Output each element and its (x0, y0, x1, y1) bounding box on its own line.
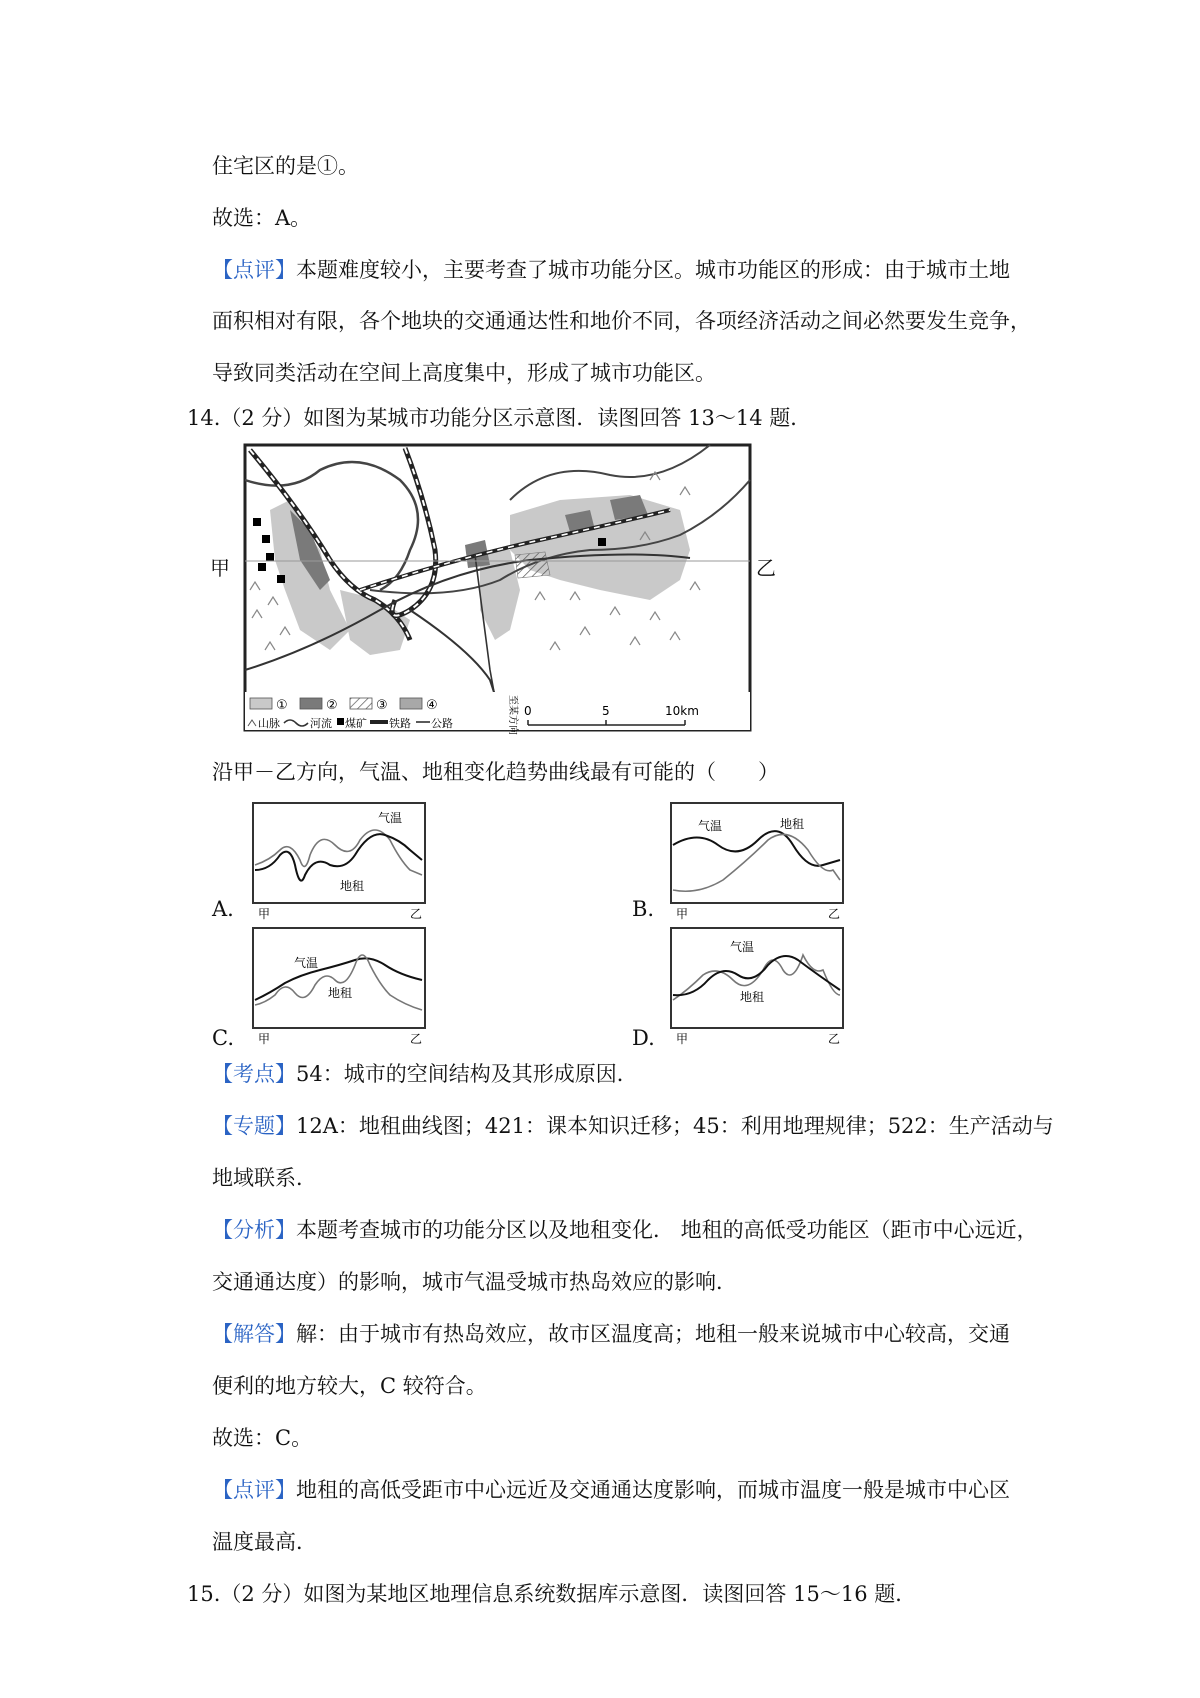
legend-zone-4 (400, 698, 422, 709)
coal-mine (262, 535, 270, 543)
scale-tick-0: 0 (524, 704, 532, 718)
option-c-start-label: 甲 (258, 1032, 271, 1045)
review-line: 温度最高． (212, 1530, 317, 1554)
coal-mine (253, 518, 261, 526)
answer-line: 故选：C。 (212, 1426, 313, 1450)
zhuanti-paragraph (212, 1112, 1054, 1140)
fenxi-tag: 【分析】 (212, 1218, 296, 1242)
zone-3-area (515, 552, 550, 578)
text-line: 住宅区的是①。 (212, 154, 359, 178)
legend-rail-label: 铁路 (389, 717, 411, 730)
question-header: 15.（2 分）如图为某地区地理信息系统数据库示意图．读图回答 15～16 题． (187, 1582, 917, 1606)
review-line: 面积相对有限，各个地块的交通通达性和地价不同，各项经济活动之间必然要发生竞争， (212, 309, 1031, 333)
legend-zone-1-label: ① (276, 698, 288, 713)
review-line: 导致同类活动在空间上高度集中，形成了城市功能区。 (212, 361, 716, 385)
answer-line: 故选：A。 (212, 206, 312, 230)
coal-mine (266, 553, 274, 561)
review-paragraph (212, 1476, 1010, 1504)
scale-tick-5: 5 (602, 704, 610, 718)
legend-zone-4-label: ④ (426, 698, 438, 713)
road-direction-label: 至某方向 (507, 695, 518, 735)
legend-coal-label: 煤矿 (345, 717, 367, 730)
zhuanti-tag: 【专题】 (212, 1114, 296, 1138)
legend-zone-3 (350, 698, 372, 709)
legend-zone-2-label: ② (326, 698, 338, 713)
review-text: 地租的高低受距市中心远近及交通通达度影响，而城市温度一般是城市中心区 (296, 1478, 1010, 1502)
legend-zone-2 (300, 698, 322, 709)
kaodian-text: 54：城市的空间结构及其形成原因． (296, 1062, 638, 1086)
fenxi-line: 交通通达度）的影响，城市气温受城市热岛效应的影响． (212, 1270, 737, 1294)
legend-coal-icon (337, 718, 344, 725)
option-d-start-label: 甲 (676, 1032, 689, 1045)
legend-mountain-label: 山脉 (258, 717, 280, 730)
option-b-start-label: 甲 (676, 907, 689, 920)
review-paragraph (212, 256, 1010, 284)
question-text: 沿甲－乙方向，气温、地租变化趋势曲线最有可能的（ ） (212, 760, 779, 784)
option-c-chart (250, 925, 430, 1045)
scale-tick-10: 10km (665, 704, 699, 718)
option-b-rent-label: 地租 (780, 817, 805, 831)
option-c-end-label: 乙 (410, 1032, 423, 1045)
option-d-letter: D. (632, 1026, 655, 1050)
review-tag: 【点评】 (212, 258, 296, 282)
review-text: 本题难度较小，主要考查了城市功能分区。城市功能区的形成：由于城市土地 (296, 258, 1010, 282)
fenxi-paragraph (212, 1216, 1038, 1244)
kaodian-paragraph (212, 1060, 638, 1088)
option-a-temp-label: 气温 (378, 811, 403, 825)
coal-mine (258, 563, 266, 571)
option-b-letter: B. (632, 897, 655, 921)
option-c-letter: C. (212, 1026, 234, 1050)
option-a-rent-label: 地租 (340, 879, 365, 893)
jieda-tag: 【解答】 (212, 1322, 296, 1346)
map-west-label: 甲 (210, 556, 230, 580)
option-c-rent-label: 地租 (328, 986, 353, 1000)
map-east-label: 乙 (756, 556, 776, 580)
option-a-start-label: 甲 (258, 907, 271, 920)
legend-road-label: 公路 (431, 717, 453, 730)
option-d-temp-label: 气温 (730, 940, 755, 954)
option-d-end-label: 乙 (828, 1032, 841, 1045)
option-c-temp-label: 气温 (294, 956, 319, 970)
option-b-chart (668, 800, 848, 920)
legend-river-label: 河流 (310, 717, 332, 730)
zhuanti-line: 地域联系． (212, 1166, 317, 1190)
review-tag: 【点评】 (212, 1478, 296, 1502)
coal-mine (277, 575, 285, 583)
question-header: 14.（2 分）如图为某城市功能分区示意图．读图回答 13～14 题． (187, 406, 812, 430)
fenxi-text: 本题考查城市的功能分区以及地租变化． 地租的高低受功能区（距市中心远近， (296, 1218, 1038, 1242)
kaodian-tag: 【考点】 (212, 1062, 296, 1086)
city-function-map (210, 440, 780, 740)
option-d-rent-label: 地租 (740, 990, 765, 1004)
option-a-chart (250, 800, 430, 920)
legend-zone-3-label: ③ (376, 698, 388, 713)
option-a-end-label: 乙 (410, 907, 423, 920)
coal-mine (598, 538, 606, 546)
option-b-end-label: 乙 (828, 907, 841, 920)
jieda-text: 解：由于城市有热岛效应，故市区温度高；地租一般来说城市中心较高，交通 (296, 1322, 1010, 1346)
legend-zone-1 (250, 698, 272, 709)
jieda-paragraph (212, 1320, 1010, 1348)
option-b-temp-label: 气温 (698, 819, 723, 833)
zhuanti-text: 12A：地租曲线图；421：课本知识迁移；45：利用地理规律；522：生产活动与 (296, 1114, 1054, 1138)
jieda-line: 便利的地方较大，C 较符合。 (212, 1374, 487, 1398)
option-d-chart (668, 925, 848, 1045)
option-a-letter: A. (212, 897, 234, 921)
